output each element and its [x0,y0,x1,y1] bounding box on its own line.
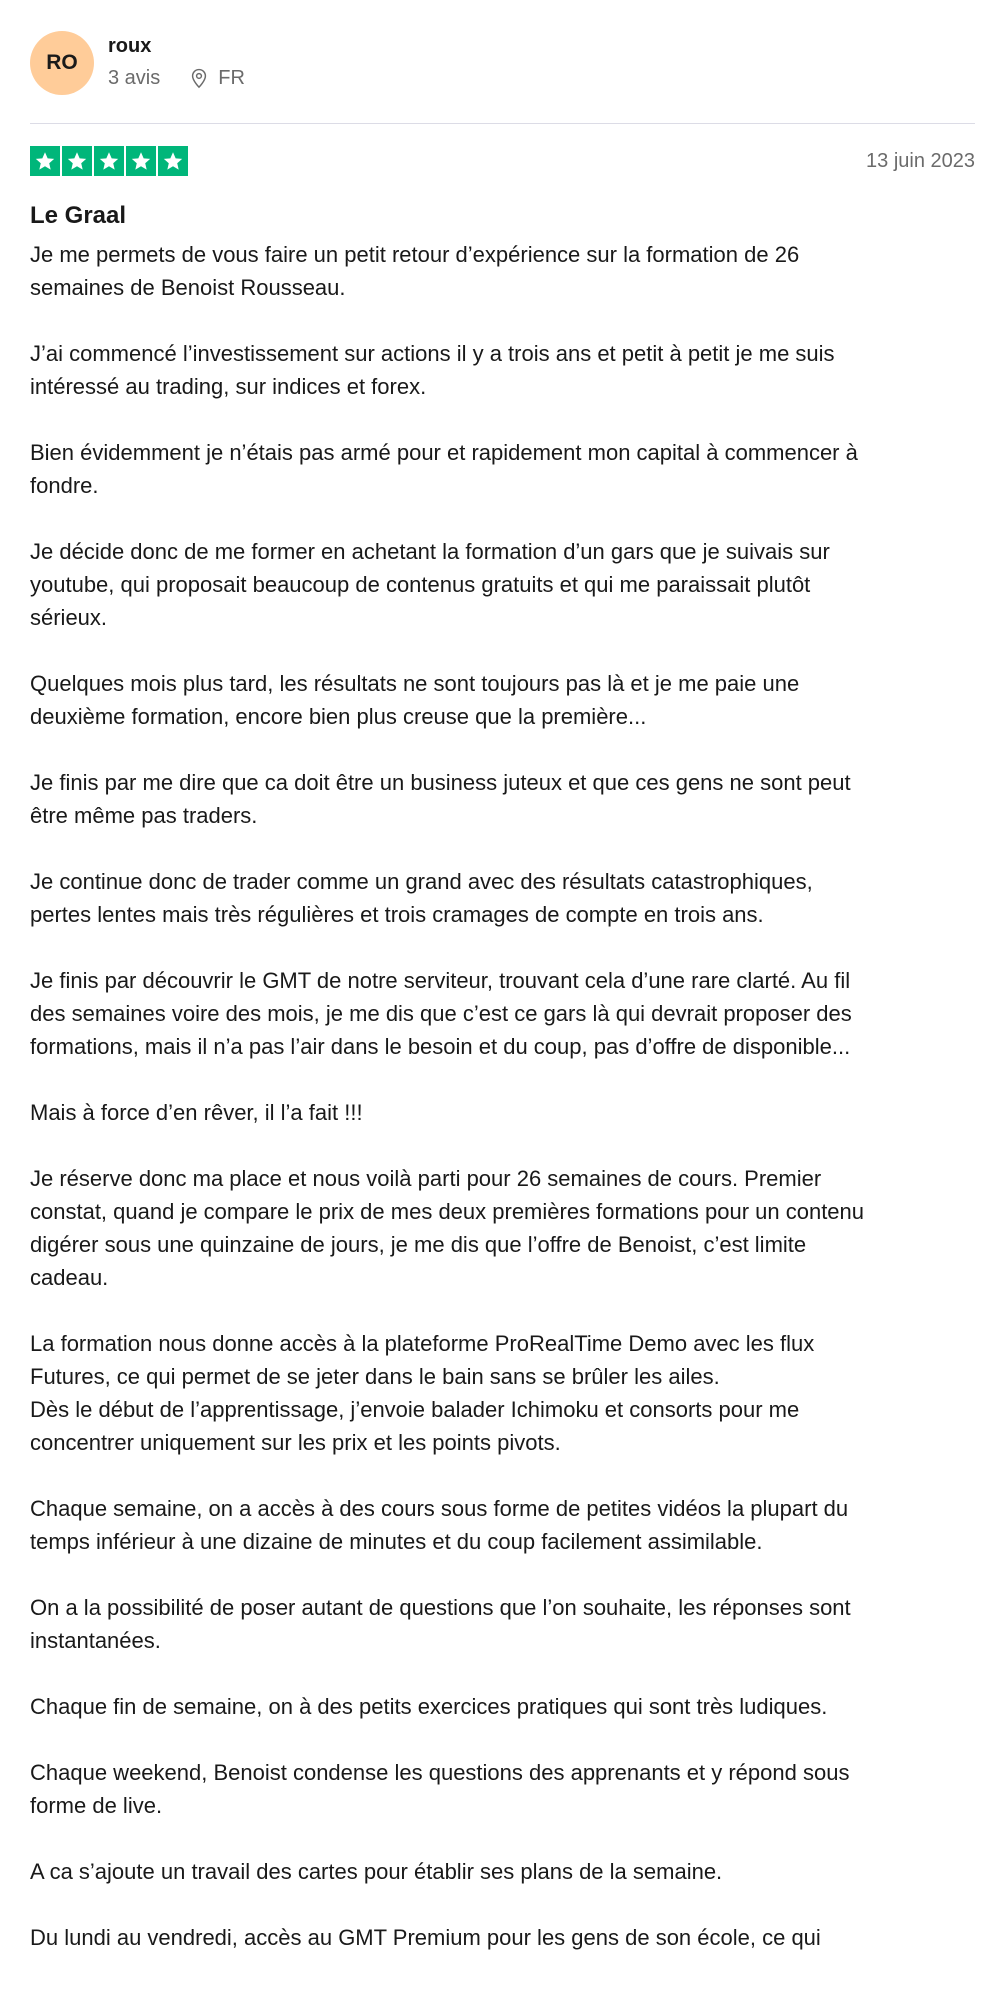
review-date: 13 juin 2023 [866,149,975,172]
rating-row [30,146,975,176]
star-icon [94,146,124,176]
star-icon [62,146,92,176]
star-icon [30,146,60,176]
reviewer-meta [108,63,245,93]
review-body: Je me permets de vous faire un petit retour d’expérience sur la formation de 26 semaines de Benoist Rousseau. J’ai commencé l’investissement sur actions il y a trois ans et petit à petit je me suis intéressé au trading, sur indices et forex. Bien évidemment je n’étais pas armé pour et rapidement mon capital à commencer à fondre. Je décide donc de me former en achetant la formation d’un gars que je suivais sur youtube, qui proposait beaucoup de contenus gratuits et qui me paraissait plutôt sérieux. Quelques mois plus tard, les résultats ne sont toujours pas là et je me paie une deuxième formation, encore bien plus creuse que la première... Je finis par me dire que ca doit être un business juteux et que ces gens ne sont peut être même pas traders. Je continue donc de trader comme un grand avec des résultats catastrophiques, pertes lentes mais très régulières et trois cramages de compte en trois ans. Je finis par découvrir le GMT de notre serviteur, trouvant cela d’une rare clarté. Au fil des semaines voire des mois, je me dis que c’est ce gars là qui devrait proposer des formations, mais il n’a pas l’air dans le besoin et du coup, pas d’offre de disponible... Mais à force d’en rêver, il l’a fait !!! Je réserve donc ma place et nous voilà parti pour 26 semaines de cours. Premier constat, quand je compare le prix de mes deux premières formations pour un contenu digérer sous une quinzaine de jours, je me dis que l’offre de Benoist, c’est limite cadeau. La formation nous donne accès à la plateforme ProRealTime Demo avec les flux Futures, ce qui permet de se jeter dans le bain sans se brûler les ailes. Dès le début de l’apprentissage, j’envoie balader Ichimoku et consorts pour me concentrer uniquement sur les prix et les points pivots. Chaque semaine, on a accès à des cours sous forme de petites vidéos la plupart du temps inférieur à une dizaine de minutes et du coup facilement assimilable. On a la possibilité de poser autant de questions que l’on souhaite, les réponses sont instantanées. Chaque fin de semaine, on à des petits exercices pratiques qui sont très ludiques. Chaque weekend, Benoist condense les questions des apprenants et y répond sous forme de live. A ca s’ajoute un travail des cartes pour établir ses plans de la semaine. Du lundi au vendredi, accès au GMT Premium pour les gens de son école, ce qui [30,242,865,1950]
star-rating [30,146,188,176]
reviews-count: 3 avis [108,66,161,89]
star-icon [126,146,156,176]
avatar[interactable]: RO [30,31,94,95]
review-card [30,0,975,1954]
review-title[interactable]: Le Graal [30,202,127,229]
reviewer-info [108,31,245,93]
reviewer-name[interactable]: roux [108,34,152,57]
reviewer-country: FR [218,66,245,89]
reviewer-header [30,0,975,124]
star-icon [158,146,188,176]
location-pin-icon [188,67,210,89]
